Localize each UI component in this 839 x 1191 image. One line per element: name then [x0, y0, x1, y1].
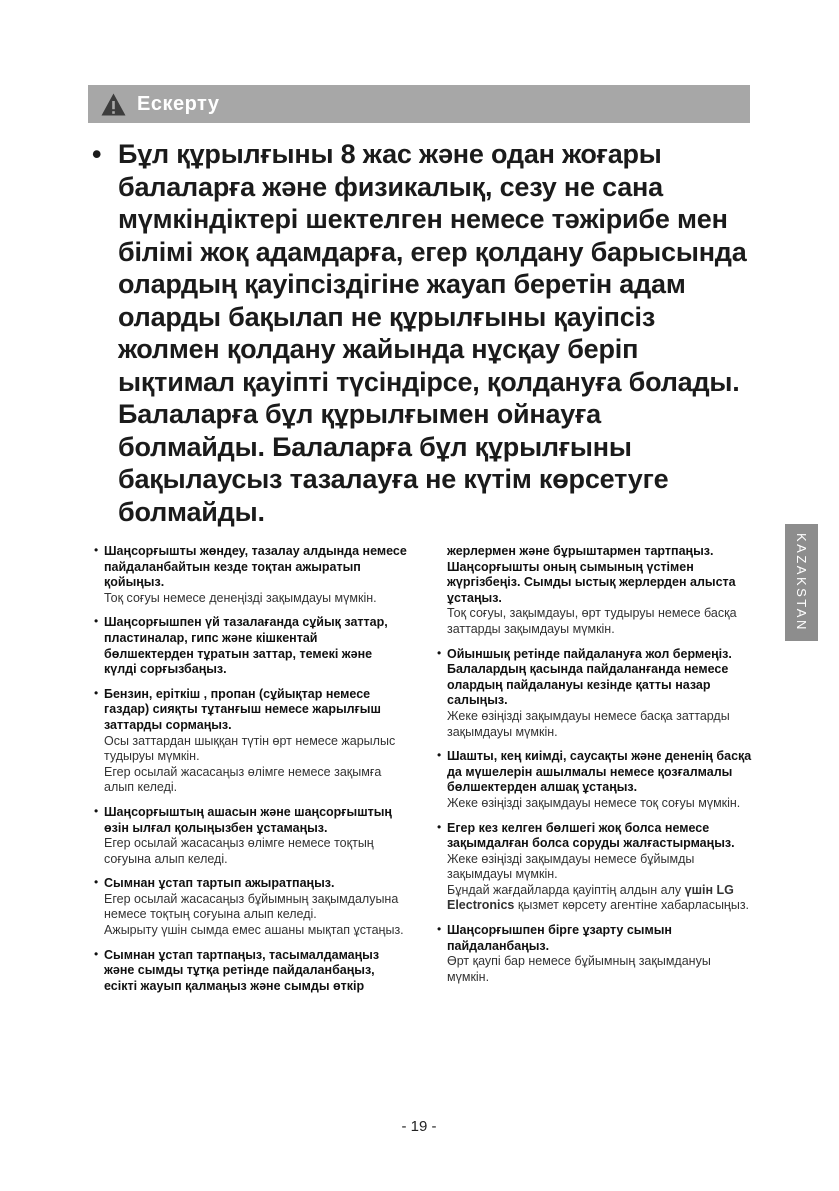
bullet-marker: •	[94, 803, 99, 818]
list-item-title: Шашты, кең киімді, саусақты және дененің басқа да мүшелерін ашылмалы немесе қозғалмалы бөлшектерден алшақ ұстаңыз.	[447, 749, 752, 795]
list-item-title: жерлермен және бұрыштармен тартпаңыз. Шаңсорғышты оның сымының үстімен жүргізбеңіз. Сымды ыстық жерлерден алыста ұстаңыз.	[447, 544, 736, 605]
bullet-marker: •	[437, 748, 442, 763]
list-item-title: Бензин, еріткіш , пропан (сұйықтар немесе газдар) сияқты тұтанғыш немесе жарылғыш заттарды сормаңыз.	[104, 686, 381, 732]
list-item-body: Тоқ соғуы, зақымдауы, өрт тудыруы немесе басқа заттарды зақымдауы мүмкін.	[447, 606, 737, 636]
page-content	[88, 85, 750, 1003]
list-item-continuation	[438, 544, 752, 638]
bullet-marker: •	[437, 645, 442, 660]
list-item-title: Шаңсорғышпен үй тазалағанда сұйық заттар, пластиналар, гипс және кішкентай бөлшектерден тұратын заттар, темекі және күлді сорғызбаңыз.	[104, 615, 388, 677]
list-item-body: Өрт қаупі бар немесе бұйымның зақымдануы мүмкін.	[447, 954, 711, 984]
list-item	[95, 544, 407, 606]
list-item-title: Шаңсорғышты жөндеу, тазалау алдында немесе пайдаланбайтын кезде тоқтан ажыратып қойыңыз.	[104, 544, 407, 590]
list-item	[95, 615, 407, 677]
list-item-title: Шаңсорғышпен бірге ұзарту сымын пайдаланбаңыз.	[447, 923, 672, 953]
list-item	[438, 647, 752, 741]
list-item-body: Жеке өзіңізді зақымдауы немесе тоқ соғуы мүмкін.	[447, 795, 741, 810]
brand-name: үшін LG Electronics	[447, 882, 734, 913]
list-item-body: Осы заттардан шыққан түтін өрт немесе жарылыс тудыруы мүмкін.	[104, 733, 396, 764]
list-item-body: Ажырыту үшін сымда емес ашаны мықтап ұстаңыз.	[104, 923, 404, 938]
list-item	[95, 876, 407, 938]
list-item	[438, 749, 752, 811]
list-item-body: Жеке өзіңізді зақымдауы немесе бұйымды зақымдауы мүмкін.	[447, 851, 695, 882]
note-text: Бұндай жағдайларда қауіптің алдын алу	[447, 882, 685, 897]
list-item-title: Сымнан ұстап тартпаңыз, тасымалдамаңыз және сымды тұтқа ретінде пайдаланбаңыз, есікті жауып қалмаңыз және сымды өткір	[104, 947, 380, 993]
list-item-body	[447, 883, 752, 914]
list-item-body: Егер осылай жасасаңыз өлімге немесе зақымға алып келеді.	[104, 764, 382, 795]
right-column	[438, 544, 752, 1003]
note-text: қызмет көрсету агентіне хабарласыңыз.	[514, 898, 750, 913]
list-item-title: Шаңсорғыштың ашасын және шаңсорғыштың өзін ылғал қолыңызбен ұстамаңыз.	[104, 804, 392, 835]
bullet-marker: •	[94, 614, 99, 629]
list-item	[438, 821, 752, 915]
warning-triangle-icon	[101, 93, 126, 116]
list-item-title: Сымнан ұстап тартып ажыратпаңыз.	[104, 876, 335, 891]
main-warning-body: Бұл құрылғыны 8 жас және одан жоғары балаларға және физикалық, сезу не сана мүмкіндіктері шектелген немесе тәжірибе мен білімі жоқ адамдарға, егер қолдану барысында олардың қауіпсіздігіне жауап беретін адам оларды бақылап не құрылғыны қауіпсіз жолмен қолдану жайында нұсқау беріп ықтимал қауіпті түсіндірсе, қолдануға болады. Балаларға бұл құрылғымен ойнауға болмайды. Балаларға бұл құрылғыны бақылаусыз тазалауға не күтім көрсетуге болмайды.	[118, 139, 747, 527]
list-item-title: Егер кез келген бөлшегі жоқ болса немесе зақымдалған болса соруды жалғастырмаңыз.	[447, 820, 735, 851]
bullet-marker: •	[92, 139, 102, 169]
list-item	[95, 687, 407, 796]
region-tab-label: KAZAKSTAN	[794, 533, 809, 632]
list-item-body: Егер осылай жасасаңыз өлімге немесе тоқтың соғуына алып келеді.	[104, 836, 374, 866]
warning-header-title: Ескерту	[137, 92, 220, 115]
bullet-marker: •	[94, 543, 99, 557]
bullet-marker: •	[94, 685, 99, 700]
list-item	[95, 805, 407, 867]
bullet-marker: •	[437, 922, 442, 937]
list-item-title: Ойыншық ретінде пайдалануға жол бермеңіз. Балалардың қасында пайдаланғанда немесе олардың пайдалануы кезінде қатты назар салыңыз.	[447, 646, 732, 708]
bullet-marker: •	[94, 875, 99, 890]
bullet-marker: •	[437, 819, 442, 834]
safety-notes-columns	[88, 544, 750, 1003]
page-number: - 19 -	[401, 1118, 437, 1135]
list-item	[438, 923, 752, 985]
warning-header	[88, 85, 750, 123]
region-tab-kazakstan	[785, 524, 818, 641]
list-item-body: Егер осылай жасасаңыз бұйымның зақымдалуына немесе тоқтың соғуына алып келеді.	[104, 891, 399, 922]
list-item-body: Тоқ соғуы немесе денеңізді зақымдауы мүмкін.	[104, 590, 377, 605]
list-item	[95, 948, 407, 995]
bullet-marker: •	[94, 946, 99, 961]
left-column	[95, 544, 407, 1003]
main-warning-text	[88, 138, 750, 528]
list-item-body: Жеке өзіңізді зақымдауы немесе басқа заттарды зақымдауы мүмкін.	[447, 708, 730, 739]
